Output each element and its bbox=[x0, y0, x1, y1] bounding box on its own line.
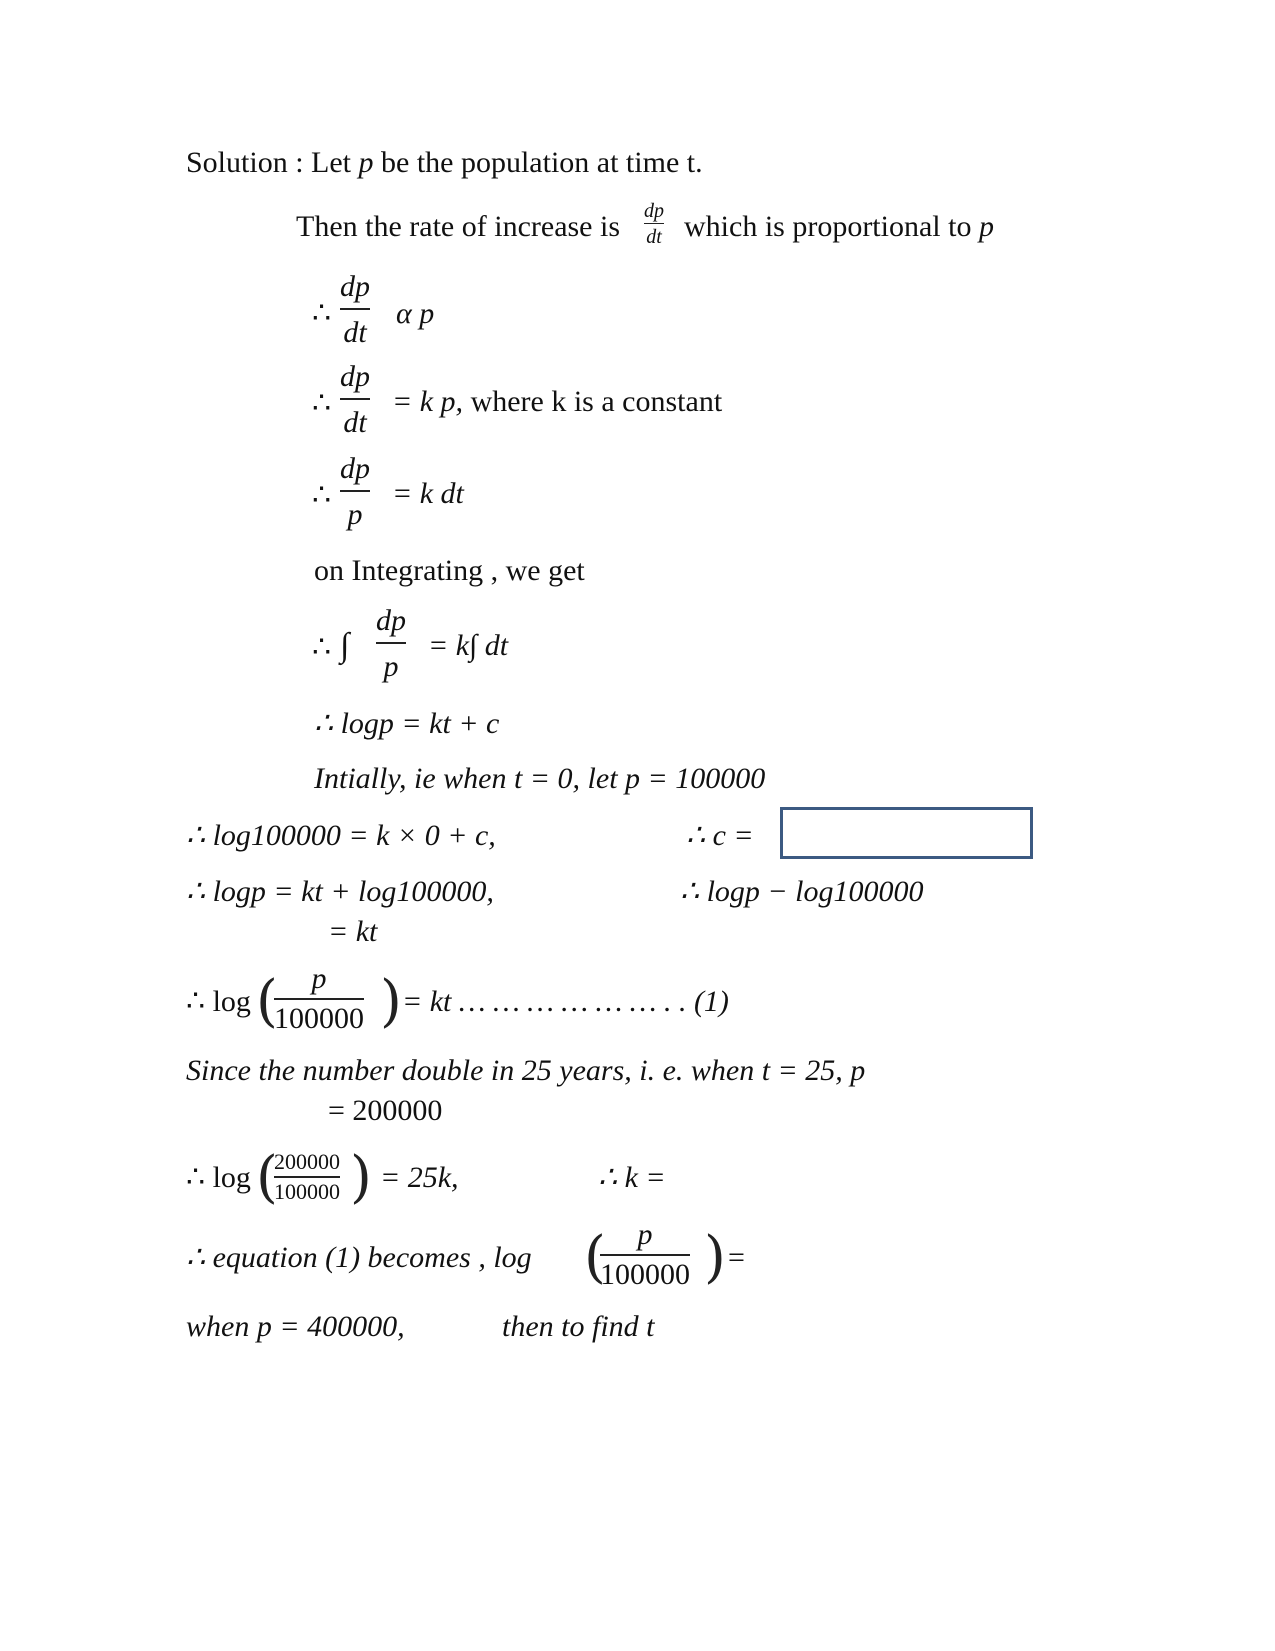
right-paren: ) bbox=[704, 1225, 726, 1290]
fraction-bar bbox=[340, 490, 370, 492]
since-statement: Since the number double in 25 years, i. e. when t = 25, p bbox=[186, 1054, 866, 1087]
fraction-numerator: dp bbox=[340, 452, 370, 485]
eq3-fraction bbox=[340, 452, 370, 532]
eq1-fraction bbox=[340, 270, 370, 350]
variable-p: p bbox=[978, 210, 994, 243]
integrating-text: on Integrating , we get bbox=[314, 554, 585, 587]
eq9-fraction bbox=[274, 1150, 340, 1204]
eq10-rhs: = bbox=[728, 1241, 745, 1274]
fraction-numerator: dp bbox=[376, 604, 406, 637]
rate-statement-end bbox=[684, 209, 994, 245]
since-statement-cont: = 200000 bbox=[328, 1094, 443, 1127]
eq9-right: ∴ k = bbox=[598, 1161, 666, 1194]
eq4-fraction bbox=[376, 604, 406, 684]
fraction-numerator: p bbox=[637, 1218, 653, 1251]
fraction-bar bbox=[340, 308, 370, 310]
fraction-denominator: dt bbox=[343, 316, 367, 349]
fraction-numerator: dp bbox=[644, 200, 664, 222]
eq7-left: ∴ logp = kt + log100000, bbox=[186, 875, 494, 908]
eq1-rhs: α p bbox=[396, 297, 435, 330]
eq11-right: then to find t bbox=[502, 1310, 655, 1343]
constant-note: where k is a constant bbox=[463, 385, 723, 418]
eq2-expression: = k p, bbox=[392, 385, 464, 418]
eq8-log: ∴ log bbox=[186, 985, 251, 1018]
fraction-denominator: 100000 bbox=[274, 1179, 340, 1204]
eq4-rhs: = k∫ dt bbox=[428, 629, 509, 662]
eq8-rhs: = kt … … … … … … . . (1) bbox=[402, 985, 729, 1018]
solution-intro bbox=[186, 145, 703, 181]
fraction-denominator: 100000 bbox=[274, 1002, 364, 1035]
fraction-bar bbox=[274, 1176, 340, 1178]
fraction-denominator: p bbox=[383, 650, 399, 683]
right-paren: ) bbox=[350, 1145, 372, 1210]
eq5-log-equation: ∴ logp = kt + c bbox=[314, 707, 500, 740]
left-paren: ( bbox=[584, 1225, 606, 1290]
rate-text: Then the rate of increase is bbox=[296, 210, 621, 243]
fraction-numerator: dp bbox=[340, 270, 370, 303]
variable-p: p bbox=[358, 146, 374, 179]
eq7-continuation: = kt bbox=[328, 915, 378, 948]
integral-sign: ∫ bbox=[340, 627, 350, 664]
fraction-denominator: dt bbox=[343, 406, 367, 439]
initial-condition: Intially, ie when t = 0, let p = 100000 bbox=[314, 762, 766, 795]
fraction-bar bbox=[376, 642, 406, 644]
eq9-rhs: = 25k, bbox=[380, 1161, 459, 1194]
eq7-right: ∴ logp − log100000 bbox=[680, 875, 924, 908]
fraction-bar bbox=[600, 1254, 690, 1256]
fraction-bar bbox=[274, 998, 364, 1000]
therefore-symbol: ∴ bbox=[312, 297, 332, 330]
eq9-log: ∴ log bbox=[186, 1161, 251, 1194]
fraction-numerator: 200000 bbox=[274, 1149, 340, 1174]
eq2-fraction bbox=[340, 360, 370, 440]
eq6-right: ∴ c = bbox=[686, 819, 754, 852]
eq6-left: ∴ log100000 = k × 0 + c, bbox=[186, 819, 496, 852]
fraction-denominator: 100000 bbox=[600, 1258, 690, 1291]
left-paren: ( bbox=[256, 969, 278, 1034]
intro-text-end: be the population at time t. bbox=[373, 146, 703, 179]
fraction-numerator: p bbox=[311, 962, 327, 995]
intro-text: Solution : Let bbox=[186, 146, 359, 179]
eq10-fraction bbox=[600, 1218, 690, 1292]
eq10-left: ∴ equation (1) becomes , log bbox=[186, 1241, 532, 1274]
therefore-symbol: ∴ bbox=[312, 479, 332, 512]
eq8-fraction bbox=[274, 962, 364, 1036]
c-answer-box[interactable] bbox=[780, 807, 1033, 859]
left-paren: ( bbox=[256, 1145, 278, 1210]
eq3-rhs: = k dt bbox=[392, 477, 464, 510]
rate-statement bbox=[296, 209, 620, 245]
fraction-denominator: dt bbox=[646, 226, 662, 248]
proportional-text: which is proportional to bbox=[684, 210, 979, 243]
fraction-bar bbox=[340, 398, 370, 400]
fraction-denominator: p bbox=[347, 498, 363, 531]
eq11-left: when p = 400000, bbox=[186, 1310, 405, 1343]
therefore-symbol: ∴ bbox=[312, 387, 332, 420]
fraction-bar bbox=[644, 223, 664, 224]
therefore-symbol: ∴ bbox=[312, 631, 332, 664]
fraction-numerator: dp bbox=[340, 360, 370, 393]
rate-fraction bbox=[644, 200, 664, 248]
right-paren: ) bbox=[380, 969, 402, 1034]
eq2-rhs bbox=[392, 384, 722, 420]
